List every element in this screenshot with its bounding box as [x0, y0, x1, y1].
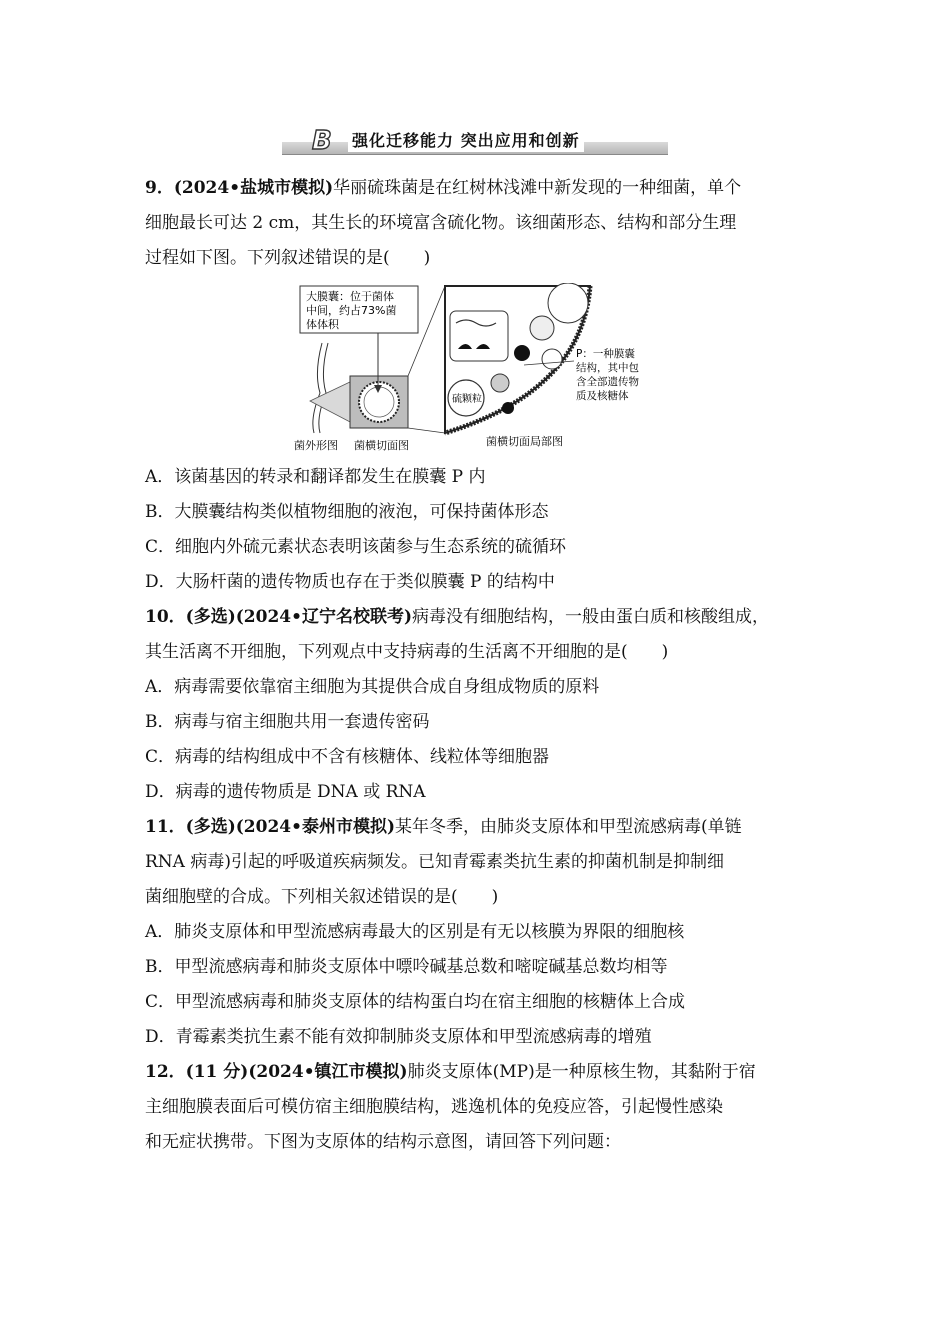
- callout-p-line-1: P：一种膜囊: [576, 348, 635, 360]
- q12-stem-1: 肺炎支原体(MP)是一种原核生物，其黏附于宿: [407, 1062, 756, 1082]
- q9-option-d: D．大肠杆菌的遗传物质也存在于类似膜囊 P 的结构中: [145, 572, 555, 592]
- q11-stem-3: 菌细胞壁的合成。下列相关叙述错误的是( ): [145, 887, 499, 907]
- q12-number: 12．: [145, 1062, 186, 1082]
- banner-title: 强化迁移能力 突出应用和创新: [348, 130, 584, 152]
- granule-large: [548, 283, 588, 323]
- granule-medium: [530, 316, 554, 340]
- sulfur-label: 硫颗粒: [452, 394, 482, 405]
- callout-big-line-1: 大膜囊：位于菌体: [306, 290, 394, 303]
- q10-number: 10．: [145, 607, 186, 627]
- granule-dark: [514, 345, 530, 361]
- callout-big-line-2: 中间，约占73%菌: [306, 304, 397, 317]
- banner-letter: B: [312, 126, 332, 156]
- q10-line1: [145, 605, 769, 629]
- projection-cone: [310, 381, 352, 423]
- zoom-line-bottom: [408, 428, 445, 433]
- bacteria-figure: [290, 283, 670, 453]
- q12-source: (11 分)(2024•镇江市模拟): [185, 1062, 408, 1082]
- q11-line1: [145, 815, 742, 839]
- q10-option-d: D．病毒的遗传物质是 DNA 或 RNA: [145, 782, 426, 802]
- q10-stem-1: 病毒没有细胞结构，一般由蛋白质和核酸组成，: [412, 607, 770, 627]
- q10-option-b: B．病毒与宿主细胞共用一套遗传密码: [145, 712, 430, 732]
- caption-cross-section: 菌横切面图: [354, 439, 409, 452]
- q11-stem-1: 某年冬季，由肺炎支原体和甲型流感病毒(单链: [395, 817, 742, 837]
- q11-source: (多选)(2024•泰州市模拟): [185, 817, 396, 837]
- q10-stem-2: 其生活离不开细胞，下列观点中支持病毒的生活离不开细胞的是( ): [145, 642, 669, 662]
- bacterium-outline: [313, 343, 322, 433]
- q12-stem-2: 主细胞膜表面后可模仿宿主细胞膜结构，逃逸机体的免疫应答，引起慢性感染: [145, 1097, 723, 1117]
- q10-option-a: A．病毒需要依靠宿主细胞为其提供合成自身组成物质的原料: [145, 677, 600, 697]
- q11-option-b: B．甲型流感病毒和肺炎支原体中嘌呤碱基总数和嘧啶碱基总数均相等: [145, 957, 668, 977]
- q11-stem-2: RNA 病毒)引起的呼吸道疾病频发。已知青霉素类抗生素的抑菌机制是抑制细: [145, 852, 724, 872]
- q9-stem-2: 细胞最长可达 2 cm，其生长的环境富含硫化物。该细菌形态、结构和部分生理: [145, 213, 737, 233]
- bacterium-outline-2: [319, 343, 328, 433]
- q12-stem-3: 和无症状携带。下图为支原体的结构示意图，请回答下列问题：: [145, 1132, 621, 1152]
- callout-p-line-4: 质及核糖体: [576, 390, 629, 402]
- granule-dark-2: [502, 402, 514, 414]
- q11-option-d: D．青霉素类抗生素不能有效抑制肺炎支原体和甲型流感病毒的增殖: [145, 1027, 652, 1047]
- callout-p-line-3: 含全部遗传物: [576, 376, 639, 388]
- q10-option-c: C．病毒的结构组成中不含有核糖体、线粒体等细胞器: [145, 747, 550, 767]
- granule-small: [542, 349, 562, 369]
- callout-p-line-2: 结构，其中包: [576, 362, 639, 374]
- caption-appearance: 菌外形图: [294, 439, 338, 452]
- cross-section-inner: [364, 387, 394, 417]
- q9-stem-3: 过程如下图。下列叙述错误的是( ): [145, 248, 431, 268]
- q9-number: 9．: [145, 178, 174, 198]
- q10-source: (多选)(2024•辽宁名校联考): [185, 607, 413, 627]
- q9-source: (2024•盐城市模拟): [173, 178, 334, 198]
- q11-number: 11．: [145, 817, 186, 837]
- q9-stem-1: 华丽硫珠菌是在红树林浅滩中新发现的一种细菌，单个: [333, 178, 742, 198]
- caption-local-section: 菌横切面局部图: [486, 435, 563, 448]
- q12-line1: [145, 1060, 756, 1084]
- q9-option-b: B．大膜囊结构类似植物细胞的液泡，可保持菌体形态: [145, 502, 549, 522]
- granule-grey: [491, 374, 509, 392]
- membrane-p: [450, 311, 508, 361]
- section-banner: [282, 128, 668, 156]
- q9-line1: [145, 176, 741, 200]
- q9-option-a: A．该菌基因的转录和翻译都发生在膜囊 P 内: [145, 467, 486, 487]
- q11-option-a: A．肺炎支原体和甲型流感病毒最大的区别是有无以核膜为界限的细胞核: [145, 922, 685, 942]
- q11-option-c: C．甲型流感病毒和肺炎支原体的结构蛋白均在宿主细胞的核糖体上合成: [145, 992, 686, 1012]
- q9-option-c: C．细胞内外硫元素状态表明该菌参与生态系统的硫循环: [145, 537, 567, 557]
- callout-big-line-3: 体体积: [306, 318, 339, 331]
